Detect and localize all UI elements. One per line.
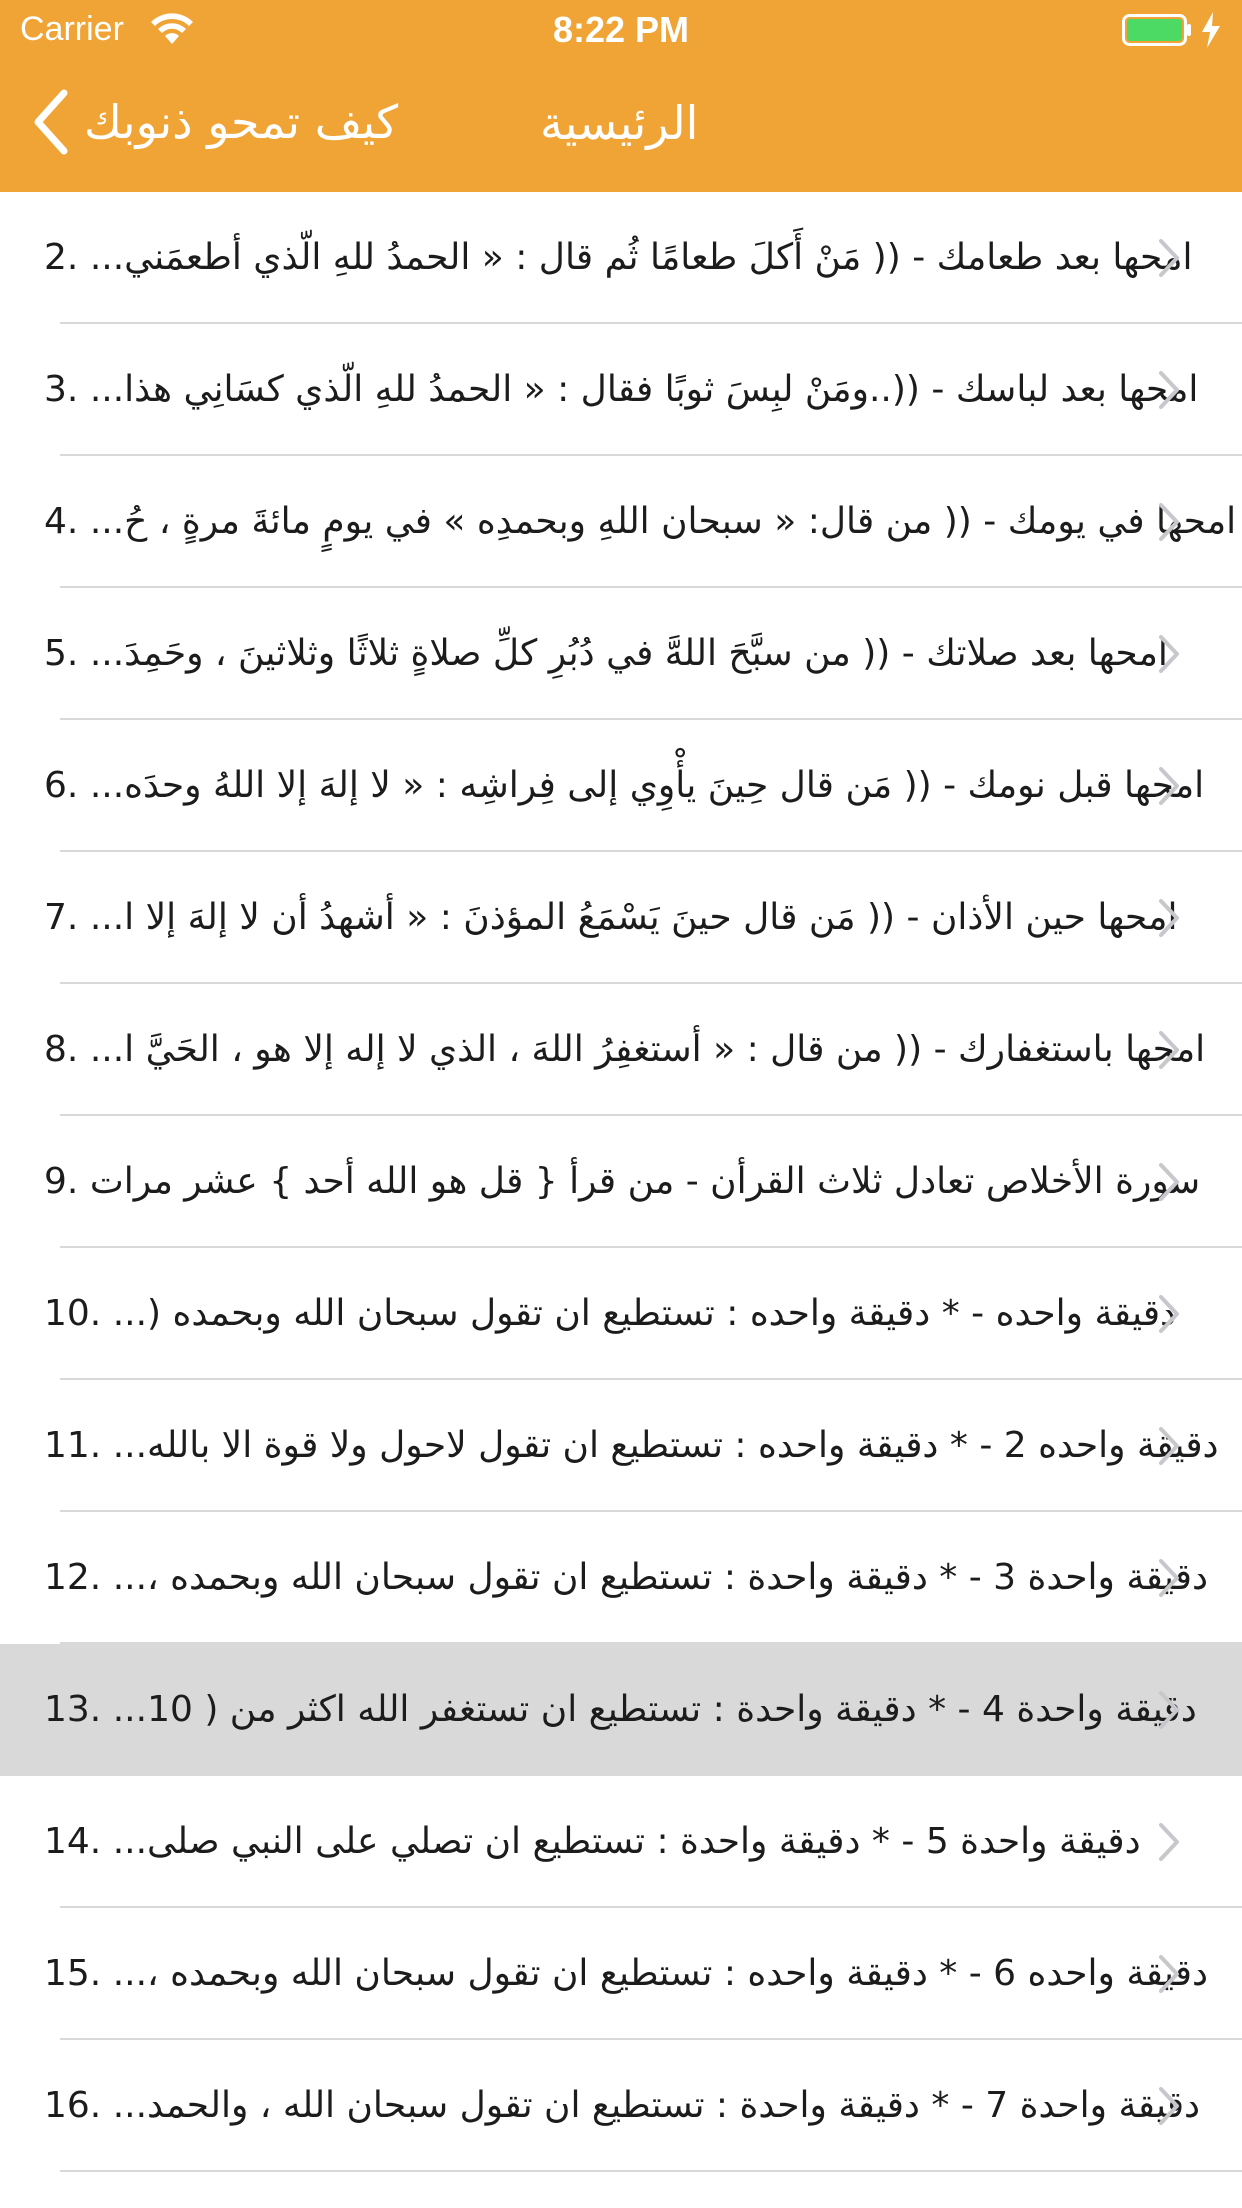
list-item-title: سورة الأخلاص تعادل ثلاث القرأن - من قرأ { قل هو الله أحد } عشر مرات <box>89 1161 1201 1202</box>
chevron-right-icon <box>1158 1690 1180 1730</box>
list-item-title: امحها باستغفارك - (( من قال : « أستغفِرُ اللهَ ، الذي لا إله إلا هو ، الحَيَّ ا... <box>89 1029 1206 1070</box>
list-item-text <box>44 588 1168 720</box>
list-item-text <box>44 1776 1141 1908</box>
chevron-right-icon <box>1158 502 1180 542</box>
chevron-right-icon <box>1158 1558 1180 1598</box>
list-item-number: 4. <box>44 501 79 542</box>
list-item-title: دقيقة واحدة 3 - * دقيقة واحدة : تستطيع ان تقول سبحان الله وبحمده ،... <box>112 1557 1208 1598</box>
list-item-title: دقيقة واحدة 4 - * دقيقة واحدة : تستطيع ان تستغفر الله اكثر من ( 10... <box>112 1689 1197 1730</box>
list-item-title: امحها حين الأذان - (( مَن قال حينَ يَسْمَعُ المؤذنَ : « أشهدُ أن لا إلهَ إلا ا... <box>89 897 1178 938</box>
chevron-right-icon <box>1158 898 1180 938</box>
list-item[interactable] <box>0 1776 1242 1908</box>
chevron-right-icon <box>1158 1426 1180 1466</box>
list-item-title: امحها بعد طعامك - (( مَنْ أَكلَ طعامًا ثُم قال : « الحمدُ للهِ الّذي أطعمَني... <box>89 237 1193 278</box>
row-separator <box>60 2170 1242 2172</box>
list-item[interactable] <box>0 1644 1242 1776</box>
carrier-label: Carrier <box>20 10 124 48</box>
list-item-text <box>44 324 1199 456</box>
chevron-right-icon <box>1158 1954 1180 1994</box>
chevron-right-icon <box>1158 1294 1180 1334</box>
list-item[interactable] <box>0 456 1242 588</box>
back-button[interactable] <box>30 82 398 162</box>
chevron-right-icon <box>1158 238 1180 278</box>
list-item-number: 15. <box>44 1953 102 1994</box>
page-title: الرئيسية <box>540 96 699 150</box>
list-item-number: 8. <box>44 1029 79 1070</box>
list-item-title: دقيقة واحدة 7 - * دقيقة واحدة : تستطيع ان تقول سبحان الله ، والحمد... <box>112 2085 1201 2126</box>
list-item-number: 12. <box>44 1557 102 1598</box>
list-item-text <box>44 1116 1201 1248</box>
chevron-right-icon <box>1158 1030 1180 1070</box>
list-item[interactable] <box>0 324 1242 456</box>
list-item[interactable] <box>0 1380 1242 1512</box>
chevron-right-icon <box>1158 766 1180 806</box>
list-item-title: امحها بعد صلاتك - (( من سبَّحَ اللهَّ في دُبُرِ كلِّ صلاةٍ ثلاثًا وثلاثينَ ، وحَمِدَ... <box>89 633 1168 674</box>
list-item-text <box>44 1248 1177 1380</box>
battery-icon <box>1122 14 1192 46</box>
list-item[interactable] <box>0 1248 1242 1380</box>
chevron-right-icon <box>1158 370 1180 410</box>
list-item-number: 13. <box>44 1689 102 1730</box>
list-item[interactable] <box>0 852 1242 984</box>
content-list <box>0 192 1242 2208</box>
list-item-text <box>44 720 1205 852</box>
chevron-left-icon <box>30 89 70 155</box>
list-item-text <box>44 1644 1197 1776</box>
list-item-number: 7. <box>44 897 79 938</box>
list-item-text <box>44 852 1178 984</box>
chevron-right-icon <box>1158 2086 1180 2126</box>
list-item-number: 16. <box>44 2085 102 2126</box>
list-item-title: دقيقة واحده - * دقيقة واحده : تستطيع ان تقول سبحان الله وبحمده (... <box>112 1293 1177 1334</box>
list-item[interactable] <box>0 984 1242 1116</box>
list-item-text <box>44 984 1206 1116</box>
charging-bolt-icon <box>1200 12 1222 48</box>
list-item-number: 9. <box>44 1161 79 1202</box>
list-item-title: امحها بعد لباسك - ((..ومَنْ لبِسَ ثوبًا فقال : « الحمدُ للهِ الّذي كسَانِي هذا... <box>89 369 1199 410</box>
list-item[interactable] <box>0 1116 1242 1248</box>
list-item[interactable] <box>0 720 1242 852</box>
list-item-number: 14. <box>44 1821 102 1862</box>
list-item-text <box>44 192 1193 324</box>
list-item-text <box>44 1908 1208 2040</box>
list-item[interactable] <box>0 2040 1242 2172</box>
list-item-number: 5. <box>44 633 79 674</box>
list-item-text <box>44 1512 1208 1644</box>
chevron-right-icon <box>1158 1822 1180 1862</box>
list-item-number: 10. <box>44 1293 102 1334</box>
header <box>0 0 1242 192</box>
list-item-number: 11. <box>44 1425 102 1466</box>
list-item-number: 2. <box>44 237 79 278</box>
list-item-text <box>44 2040 1201 2172</box>
list-item[interactable] <box>0 588 1242 720</box>
list-item-text <box>44 456 1237 588</box>
navigation-bar <box>0 60 1242 192</box>
back-button-label: كيف تمحو ذنوبك <box>84 95 399 149</box>
list-item-title: دقيقة واحده 2 - * دقيقة واحده : تستطيع ان تقول لاحول ولا قوة الا بالله... <box>112 1425 1219 1466</box>
list-item-title: امحها في يومك - (( من قال: « سبحان اللهِ وبحمدِه » في يومٍ مائةَ مرةٍ ، حُ... <box>89 501 1237 542</box>
list-item[interactable] <box>0 192 1242 324</box>
list-item-title: دقيقة واحده 6 - * دقيقة واحده : تستطيع ان تقول سبحان الله وبحمده ،... <box>112 1953 1208 1994</box>
list-item-number: 6. <box>44 765 79 806</box>
chevron-right-icon <box>1158 1162 1180 1202</box>
list-item-number: 3. <box>44 369 79 410</box>
chevron-right-icon <box>1158 634 1180 674</box>
list-item-title: دقيقة واحدة 5 - * دقيقة واحدة : تستطيع ان تصلي على النبي صلى... <box>112 1821 1141 1862</box>
list-item-title: امحها قبل نومك - (( مَن قال حِينَ يأْوِي إلى فِراشِه : « لا إلهَ إلا اللهُ وحدَه... <box>89 765 1205 806</box>
status-bar <box>0 0 1242 60</box>
list-item-text <box>44 1380 1219 1512</box>
list-item[interactable] <box>0 1512 1242 1644</box>
list-item[interactable] <box>0 1908 1242 2040</box>
clock: 8:22 PM <box>552 9 690 50</box>
